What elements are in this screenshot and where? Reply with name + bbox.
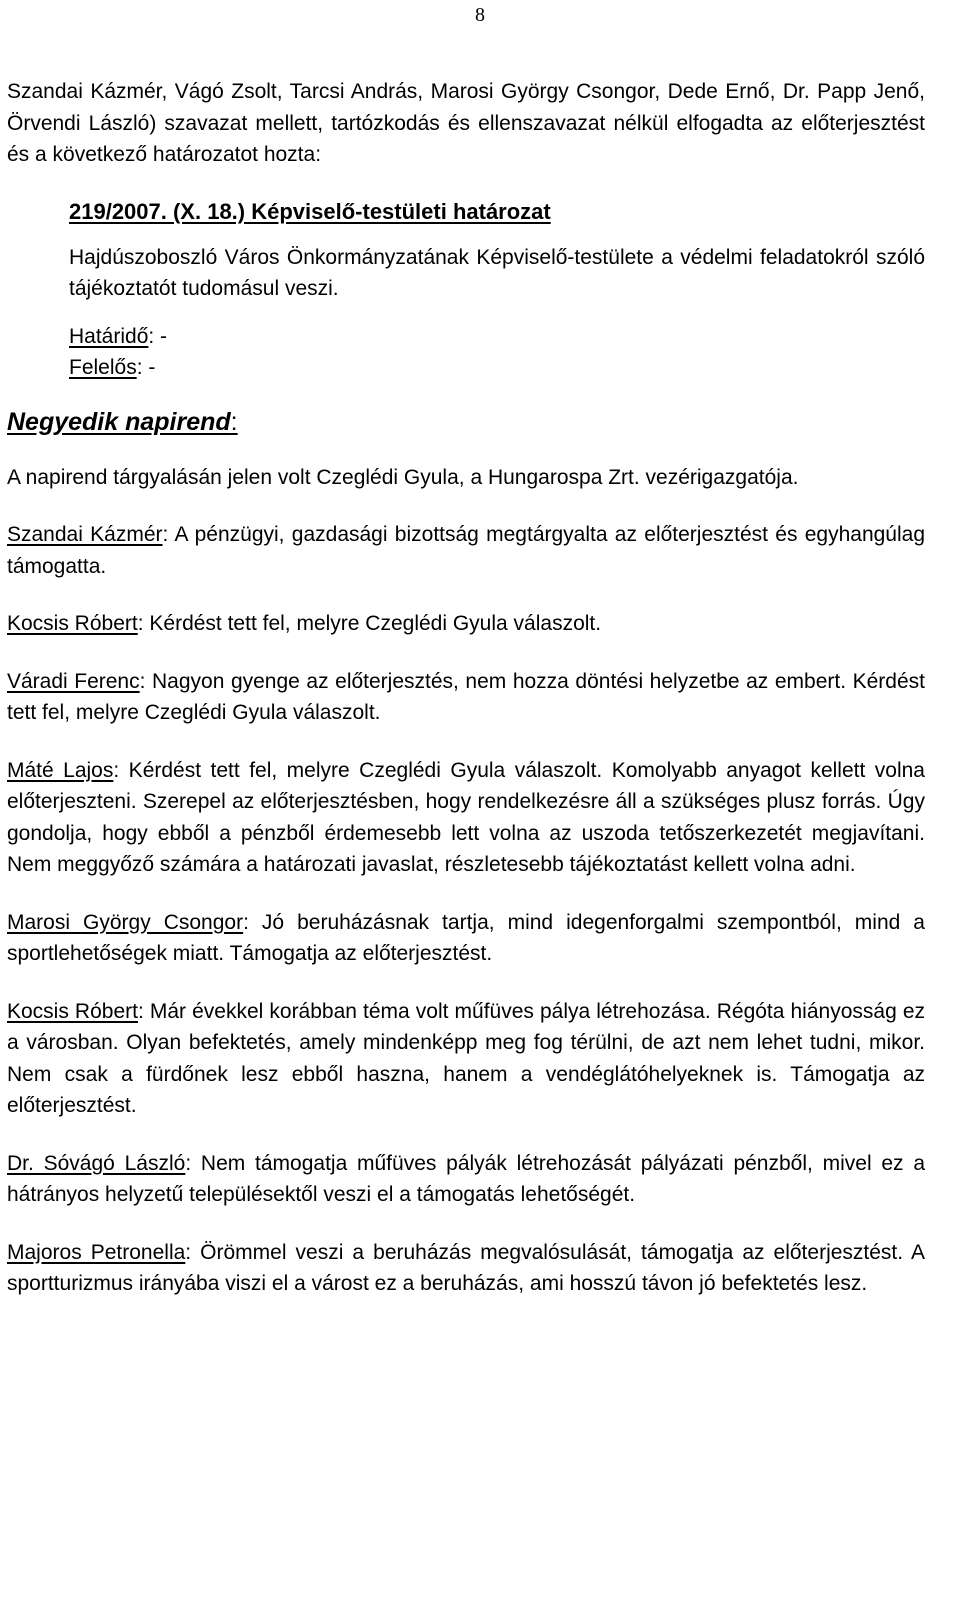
statement-paragraph — [7, 1148, 925, 1211]
speaker-name: Szandai Kázmér — [7, 523, 163, 546]
speaker-name: Kocsis Róbert — [7, 612, 138, 635]
statement-text: : Jó beruházásnak tartja, mind idegenforgalmi szempontból, mind a sportlehetőségek miatt. Támogatja az előterjesztést. — [7, 910, 925, 965]
responsible-line — [69, 352, 925, 384]
document-body — [7, 76, 925, 1300]
agenda-heading-colon: : — [230, 407, 238, 436]
agenda-heading — [7, 404, 925, 440]
statement-paragraph — [7, 755, 925, 881]
speaker-name: Máté Lajos — [7, 758, 114, 782]
statement-text: : Örömmel veszi a beruházás megvalósulását, támogatja az előterjesztést. A sportturizmus irányába viszi el a várost ez a beruházás, ami hosszú távon jó befektetés lesz. — [7, 1240, 925, 1295]
deadline-line — [69, 321, 925, 353]
statement-paragraph — [7, 608, 925, 640]
statement-paragraph — [7, 666, 925, 729]
statement-text: : Kérdést tett fel, melyre Czeglédi Gyula válaszolt. Komolyabb anyagot kellett volna előterjeszteni. Szerepel az előterjesztésben, hogy rendelkezésre áll a szükséges plusz forrás. Úgy gondolja, hogy ebből a pénzből érdemesebb lett volna az uszoda tetőszerkezetét megjavítani. Nem meggyőző számára a határozati javaslat, részletesebb tájékoztatást kellett volna adni. — [7, 758, 925, 876]
deadline-value: : - — [148, 324, 168, 348]
resolution-text: Hajdúszoboszló Város Önkormányzatának Képviselő-testülete a védelmi feladatokról szóló tájékoztatót tudomásul veszi. — [69, 245, 925, 300]
speaker-name: Majoros Petronella — [7, 1240, 186, 1264]
statement-text: : A pénzügyi, gazdasági bizottság megtárgyalta az előterjesztést és egyhangúlag támogatta. — [7, 523, 926, 578]
speaker-name: Kocsis Róbert — [7, 999, 138, 1023]
statement-paragraph — [7, 519, 925, 582]
statement-paragraph — [7, 907, 925, 970]
intro-paragraph: Szandai Kázmér, Vágó Zsolt, Tarcsi András, Marosi György Csongor, Dede Ernő, Dr. Papp Jenő, Örvendi László) szavazat mellett, tartózkodás és ellenszavazat nélkül elfogadta az előterjesztést és a következő határozatot hozta: — [7, 80, 925, 166]
resolution-title: 219/2007. (X. 18.) Képviselő-testületi határozat — [69, 198, 551, 224]
statement-paragraph — [7, 996, 925, 1122]
statement-text: : Nagyon gyenge az előterjesztés, nem hozza döntési helyzetbe az embert. Kérdést tett fel, melyre Czeglédi Gyula válaszolt. — [7, 669, 925, 724]
agenda-heading-text: Negyedik napirend — [7, 407, 231, 436]
agenda-intro: A napirend tárgyalásán jelen volt Czeglédi Gyula, a Hungarospa Zrt. vezérigazgatója. — [7, 465, 799, 489]
responsible-label: Felelős — [69, 356, 137, 379]
deadline-label: Határidő — [69, 324, 149, 348]
responsible-value: : - — [136, 356, 156, 379]
statement-paragraph — [7, 1237, 925, 1300]
speaker-name: Dr. Sóvágó László — [7, 1151, 186, 1175]
speaker-name: Marosi György Csongor — [7, 910, 244, 934]
speaker-name: Váradi Ferenc — [7, 669, 140, 693]
statement-text: : Nem támogatja műfüves pályák létrehozását pályázati pénzből, mivel ez a hátrányos helyzetű településektől veszi el a támogatás lehetőségét. — [7, 1151, 926, 1206]
statement-text: : Már évekkel korábban téma volt műfüves pálya létrehozása. Régóta hiányosság ez a városban. Olyan befektetés, amely mindenképp meg fog térülni, de azt nem lehet tudni, mikor. Nem csak a fürdőnek lesz ebből haszna, hanem a vendéglátóhelyeknek is. Támogatja az előterjesztést. — [7, 999, 925, 1117]
page-number: 8 — [475, 4, 485, 26]
statement-text: : Kérdést tett fel, melyre Czeglédi Gyula válaszolt. — [137, 612, 602, 635]
